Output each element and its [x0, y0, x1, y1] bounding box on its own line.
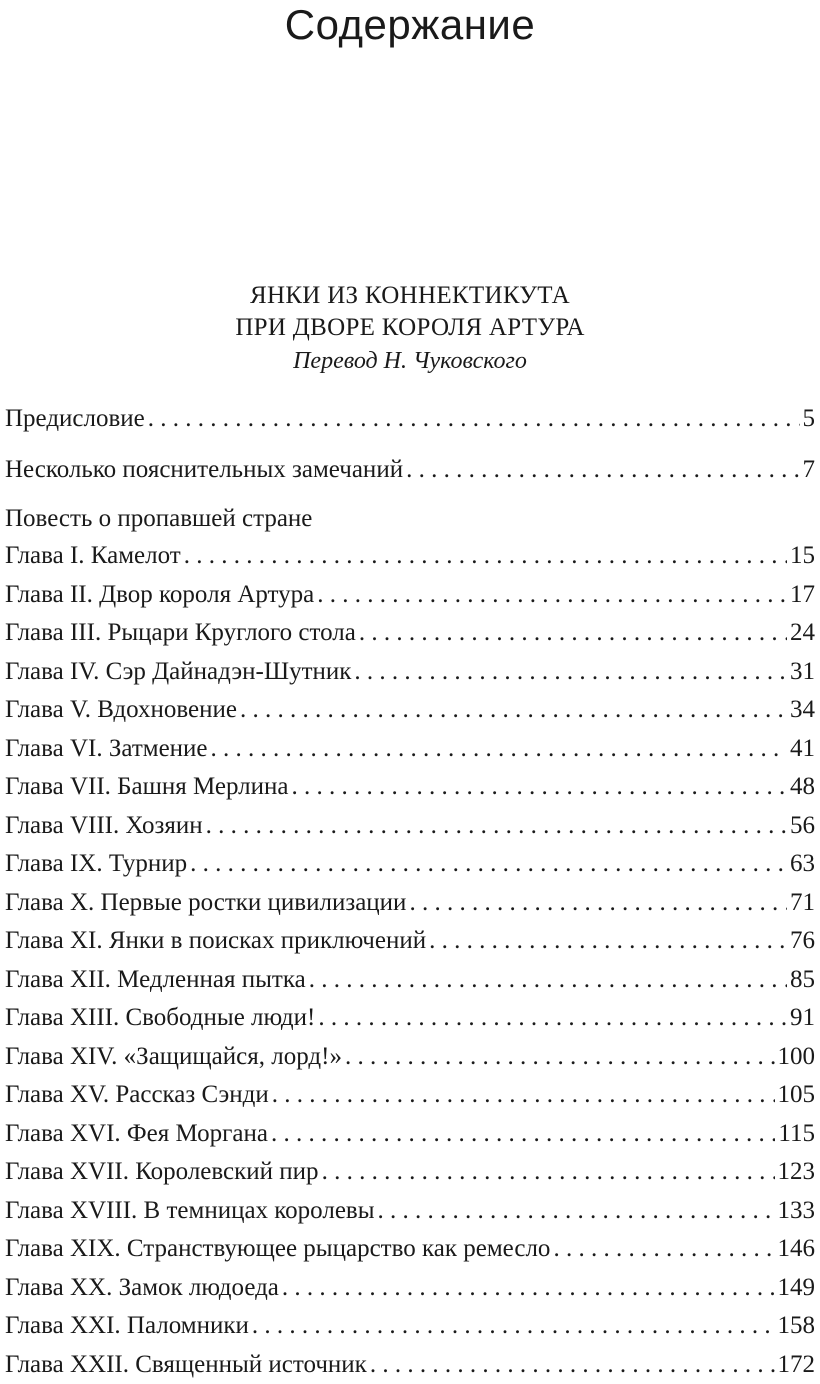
dot-leader — [292, 768, 788, 807]
toc-entry-chapter[interactable] — [5, 1307, 815, 1346]
toc-entry-title: Глава XIX. Странствующее рыцарство как ремесло — [5, 1235, 551, 1262]
toc-entry-chapter[interactable] — [5, 730, 815, 769]
toc-entry-page: 158 — [777, 1312, 815, 1339]
toc-entry-title: Глава XX. Замок людоеда — [5, 1273, 279, 1301]
toc-entry-title: Глава III. Рыцари Круглого стола — [5, 619, 356, 646]
toc-entry-page: 41 — [790, 734, 815, 762]
toc-entry-page: 76 — [790, 927, 815, 954]
table-of-contents — [5, 400, 815, 1384]
translator-credit: Перевод Н. Чуковского — [293, 348, 527, 374]
dot-leader — [272, 1076, 775, 1115]
toc-entry-page: 123 — [777, 1158, 815, 1185]
dot-leader — [409, 884, 787, 923]
toc-entry-title: Глава VI. Затмение — [5, 734, 208, 762]
dot-leader — [282, 1269, 775, 1308]
dot-leader — [206, 807, 787, 846]
work-heading — [0, 280, 820, 378]
toc-entry-chapter[interactable] — [5, 1269, 815, 1308]
toc-entry-title: Глава XVIII. В темницах королевы — [5, 1196, 375, 1224]
toc-entry-page: 71 — [790, 888, 815, 916]
toc-entry-page: 105 — [777, 1081, 815, 1108]
dot-leader — [406, 451, 799, 490]
toc-entry-title: Глава VIII. Хозяин — [5, 811, 203, 839]
toc-entry-chapter[interactable] — [5, 1192, 815, 1231]
toc-entry-page: 85 — [790, 965, 815, 993]
toc-entry-page: 172 — [777, 1350, 815, 1378]
dot-leader — [252, 1307, 775, 1346]
toc-entry-chapter[interactable] — [5, 961, 815, 1000]
dot-leader — [317, 576, 787, 615]
toc-entry-chapter[interactable] — [5, 1038, 815, 1077]
toc-entry-title: Глава V. Вдохновение — [5, 696, 237, 723]
toc-entry-chapter[interactable] — [5, 537, 815, 576]
dot-leader — [429, 922, 787, 961]
toc-entry-page: 146 — [777, 1235, 815, 1262]
dot-leader — [148, 400, 800, 439]
dot-leader — [359, 614, 787, 653]
toc-entry-page: 149 — [777, 1273, 815, 1301]
dot-leader — [354, 653, 787, 692]
toc-entry-title: Глава II. Двор короля Артура — [5, 580, 315, 608]
dot-leader — [240, 691, 787, 730]
toc-entry-page: 5 — [802, 405, 815, 432]
toc-entry-chapter[interactable] — [5, 922, 815, 961]
toc-entry-chapter[interactable] — [5, 845, 815, 884]
toc-entry-title: Глава XVI. Фея Моргана — [5, 1119, 268, 1147]
toc-entry-title: Глава XVII. Королевский пир — [5, 1158, 319, 1185]
toc-entry-page: 48 — [790, 773, 815, 800]
toc-entry-page: 24 — [790, 619, 815, 646]
dot-leader — [370, 1346, 775, 1384]
toc-entry-chapter[interactable] — [5, 614, 815, 653]
toc-entry-chapter[interactable] — [5, 1153, 815, 1192]
toc-entry-chapter[interactable] — [5, 1346, 815, 1384]
toc-entry-chapter[interactable] — [5, 768, 815, 807]
dot-leader — [309, 961, 787, 1000]
section-heading: Повесть о пропавшей стране — [5, 505, 313, 532]
toc-entry-page: 100 — [777, 1042, 815, 1070]
dot-leader — [271, 1115, 775, 1154]
toc-entry-page: 56 — [790, 811, 815, 839]
toc-entry-page: 91 — [790, 1004, 815, 1031]
dot-leader — [553, 1230, 774, 1269]
toc-entry-title: Глава VII. Башня Мерлина — [5, 773, 289, 800]
dot-leader — [345, 1038, 775, 1077]
work-title-line-1: ЯНКИ ИЗ КОННЕКТИКУТА — [250, 282, 570, 309]
work-title-line-2: ПРИ ДВОРЕ КОРОЛЯ АРТУРА — [235, 314, 585, 341]
toc-entry-title: Глава XII. Медленная пытка — [5, 965, 306, 993]
toc-entry-chapter[interactable] — [5, 807, 815, 846]
toc-entry-title: Глава XIV. «Защищайся, лорд!» — [5, 1042, 342, 1070]
page-title: Содержание — [284, 1, 536, 48]
toc-entry-title: Глава XIII. Свободные люди! — [5, 1004, 316, 1031]
toc-entry-chapter[interactable] — [5, 1115, 815, 1154]
toc-entry-page: 31 — [790, 657, 815, 685]
toc-entry-title: Глава X. Первые ростки цивилизации — [5, 888, 407, 916]
toc-entry-title: Глава I. Камелот — [5, 542, 181, 569]
toc-entry-title: Глава XV. Рассказ Сэнди — [5, 1081, 269, 1108]
dot-leader — [211, 730, 787, 769]
toc-entry-page: 17 — [790, 580, 815, 608]
toc-entry-chapter[interactable] — [5, 999, 815, 1038]
toc-entry-title: Глава IV. Сэр Дайнадэн-Шутник — [5, 657, 352, 685]
dot-leader — [184, 537, 787, 576]
toc-entry-page: 63 — [790, 850, 815, 877]
dot-leader — [322, 1153, 775, 1192]
toc-entry-chapter[interactable] — [5, 884, 815, 923]
toc-entry-page: 15 — [790, 542, 815, 569]
toc-entry-page: 115 — [778, 1119, 815, 1147]
toc-entry-chapter[interactable] — [5, 576, 815, 615]
toc-entry-title: Несколько пояснительных замечаний — [5, 455, 404, 483]
dot-leader — [190, 845, 787, 884]
toc-entry-title: Глава XXII. Священный источник — [5, 1350, 367, 1378]
dot-leader — [378, 1192, 775, 1231]
toc-entry-page: 133 — [777, 1196, 815, 1224]
toc-entry-chapter[interactable] — [5, 653, 815, 692]
toc-entry-title: Предисловие — [5, 405, 145, 432]
toc-entry-chapter[interactable] — [5, 691, 815, 730]
toc-entry-page: 7 — [802, 455, 815, 483]
toc-entry-title: Глава XXI. Паломники — [5, 1312, 249, 1339]
toc-entry-preface[interactable] — [5, 400, 815, 439]
toc-entry-chapter[interactable] — [5, 1230, 815, 1269]
dot-leader — [318, 999, 787, 1038]
toc-entry-chapter[interactable] — [5, 1076, 815, 1115]
toc-entry-title: Глава XI. Янки в поисках приключений — [5, 927, 427, 954]
toc-entry-title: Глава IX. Турнир — [5, 850, 188, 877]
toc-entry-notes[interactable] — [5, 451, 815, 490]
chapter-list — [5, 537, 815, 1384]
toc-entry-page: 34 — [790, 696, 815, 723]
